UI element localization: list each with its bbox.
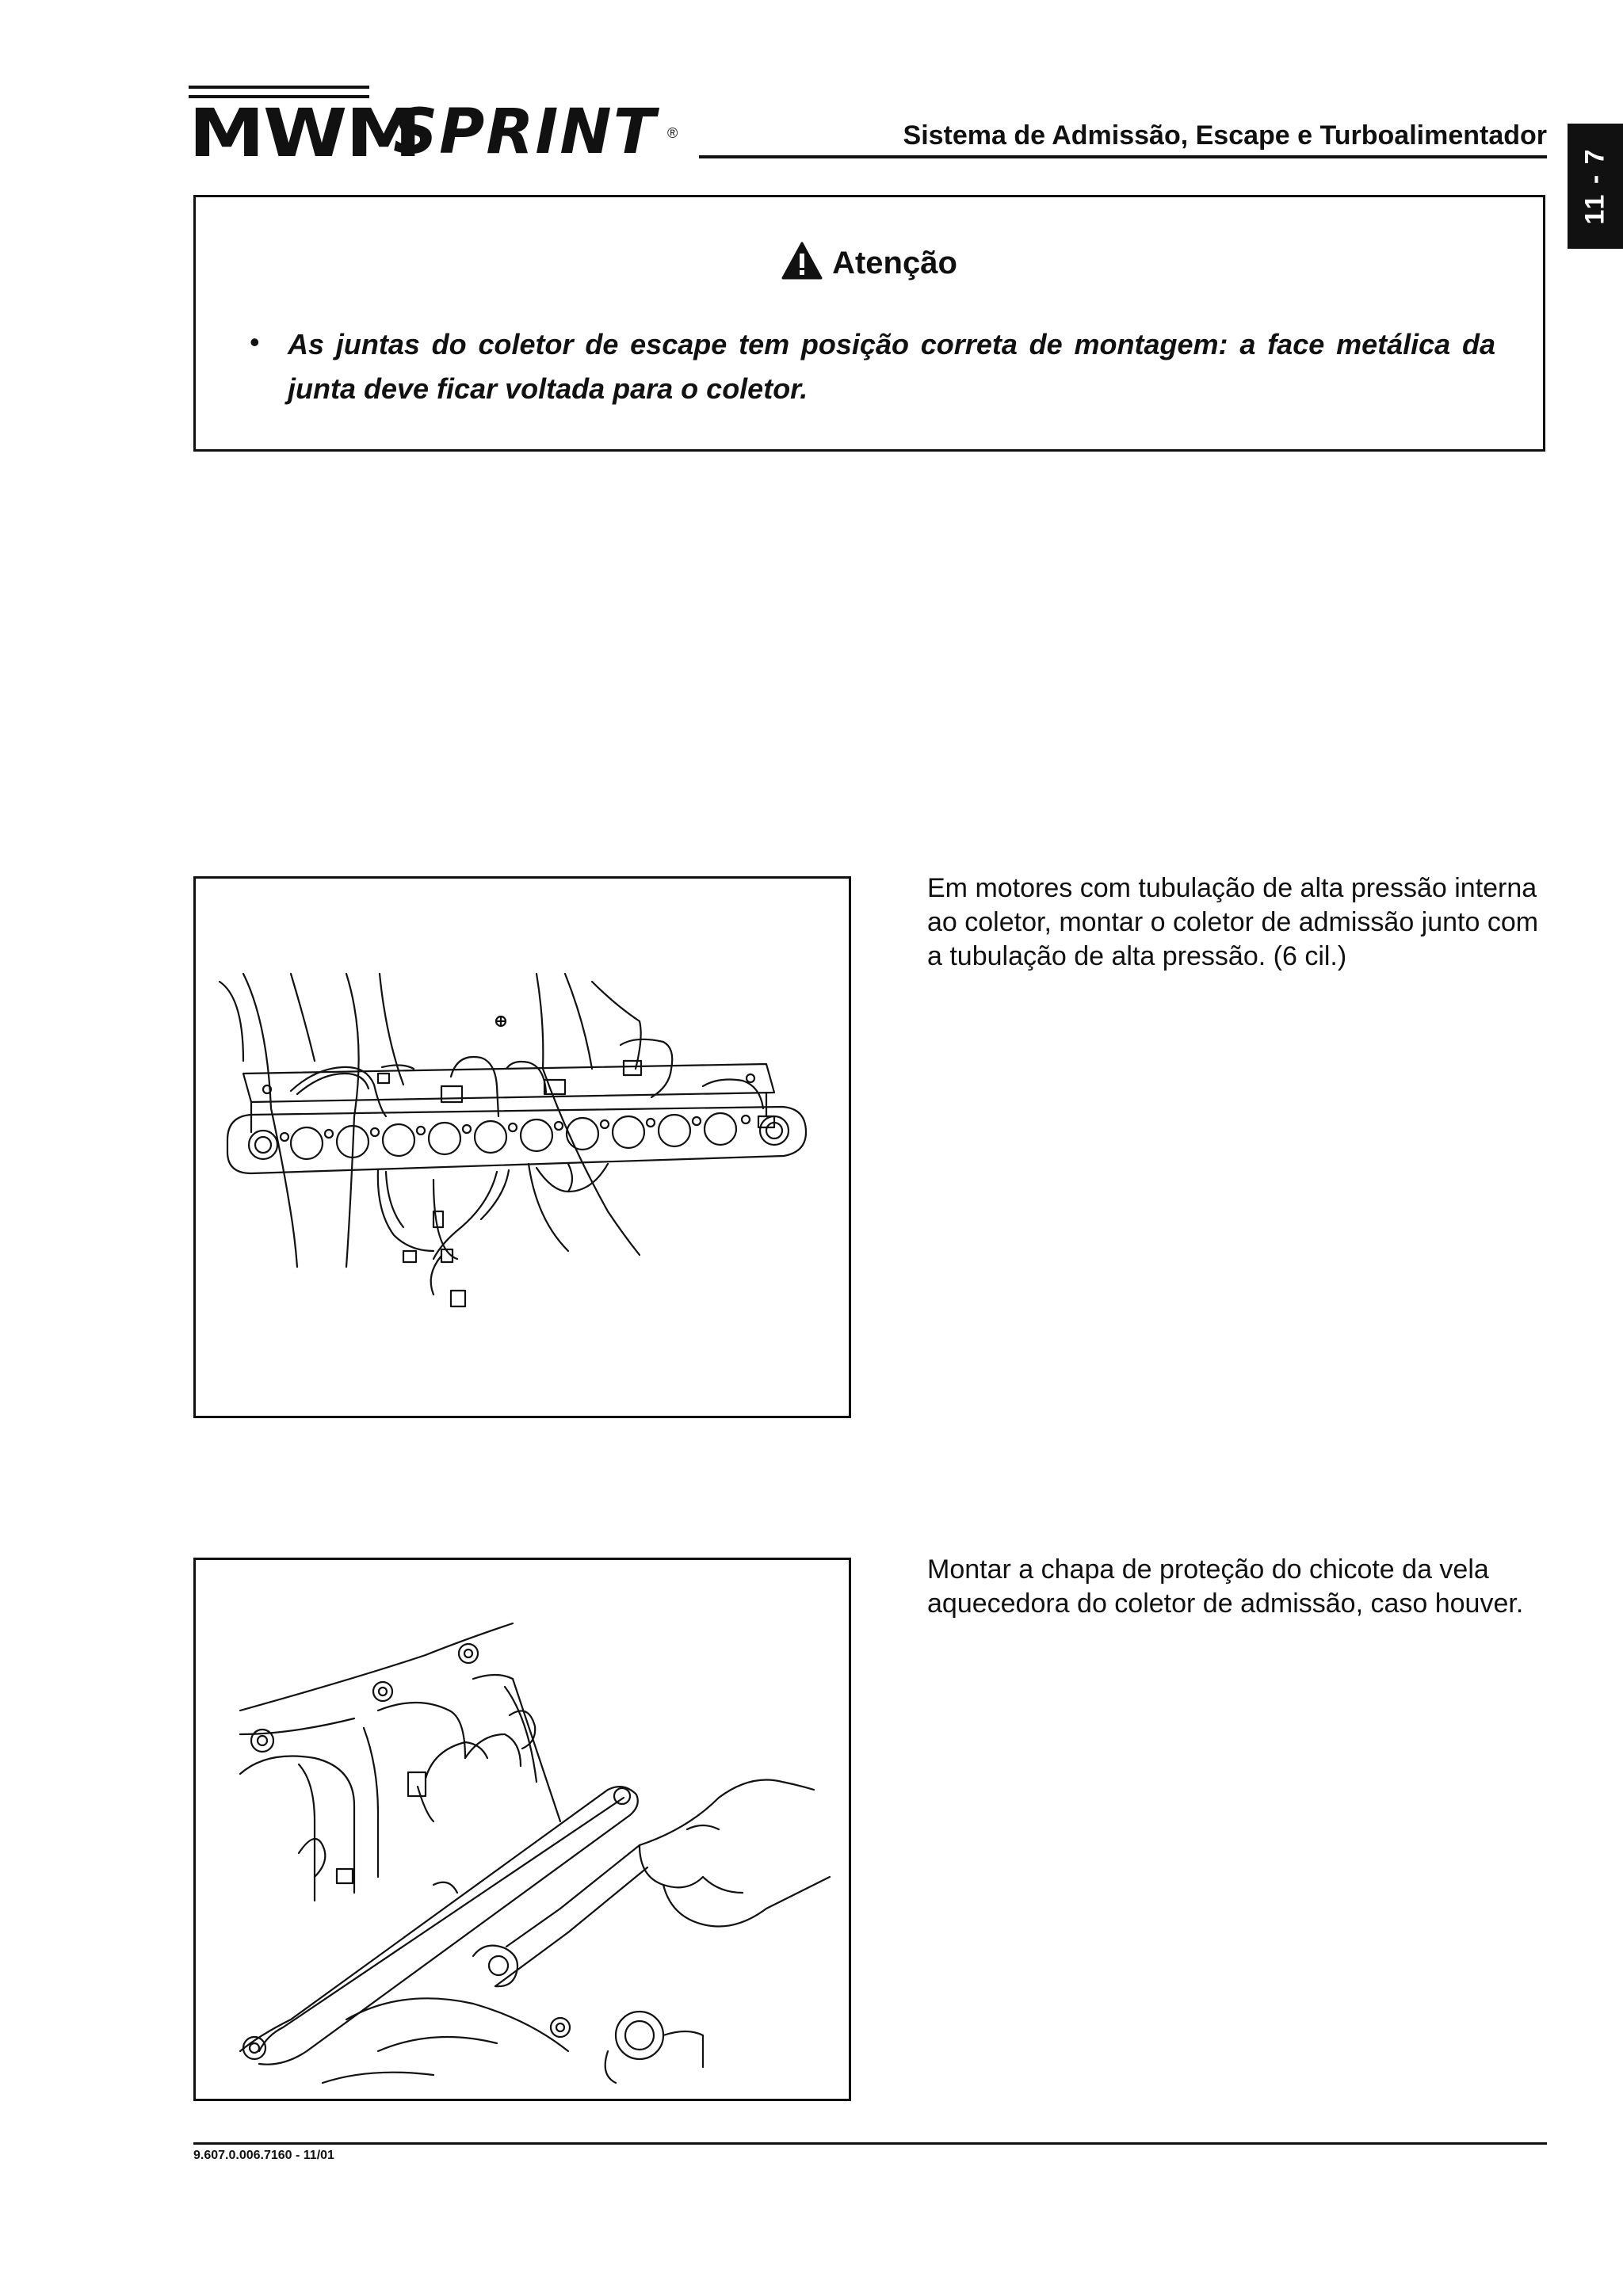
bullet-marker: •	[250, 326, 260, 358]
registered-mark: ®	[667, 125, 678, 141]
attention-text: As juntas do coletor de escape tem posição correta de montagem: a face metálica da junta deve ficar voltada para o coletor.	[288, 328, 1495, 405]
figure-protective-plate	[193, 1558, 851, 2101]
attention-heading	[196, 242, 1543, 281]
paragraph-high-pressure: Em motores com tubulação de alta pressão interna ao coletor, montar o coletor de admissão junto com a tubulação de alta pressão. (6 cil.)	[927, 873, 1539, 971]
logo-sprint-text: SPRINT	[393, 97, 657, 168]
page-number-tab	[1568, 124, 1623, 249]
page-number: 11 - 7	[1579, 147, 1610, 225]
attention-heading-text: Atenção	[832, 246, 957, 280]
figure-intake-manifold	[193, 876, 851, 1418]
warning-icon	[781, 242, 823, 280]
manifold-illustration	[196, 879, 849, 1416]
logo-mwm-text: MWM	[189, 94, 420, 172]
paragraph-protective-plate: Montar a chapa de proteção do chicote da vela aquecedora do coletor de admissão, caso houver.	[927, 1554, 1524, 1619]
section-title: Sistema de Admissão, Escape e Turboalimentador	[903, 120, 1547, 151]
wrench-illustration	[196, 1560, 849, 2099]
attention-box	[193, 195, 1545, 452]
document-code: 9.607.0.006.7160 - 11/01	[193, 2149, 334, 2162]
brand-logo	[189, 86, 696, 172]
footer-divider	[193, 2142, 1547, 2145]
header-divider	[699, 155, 1547, 158]
